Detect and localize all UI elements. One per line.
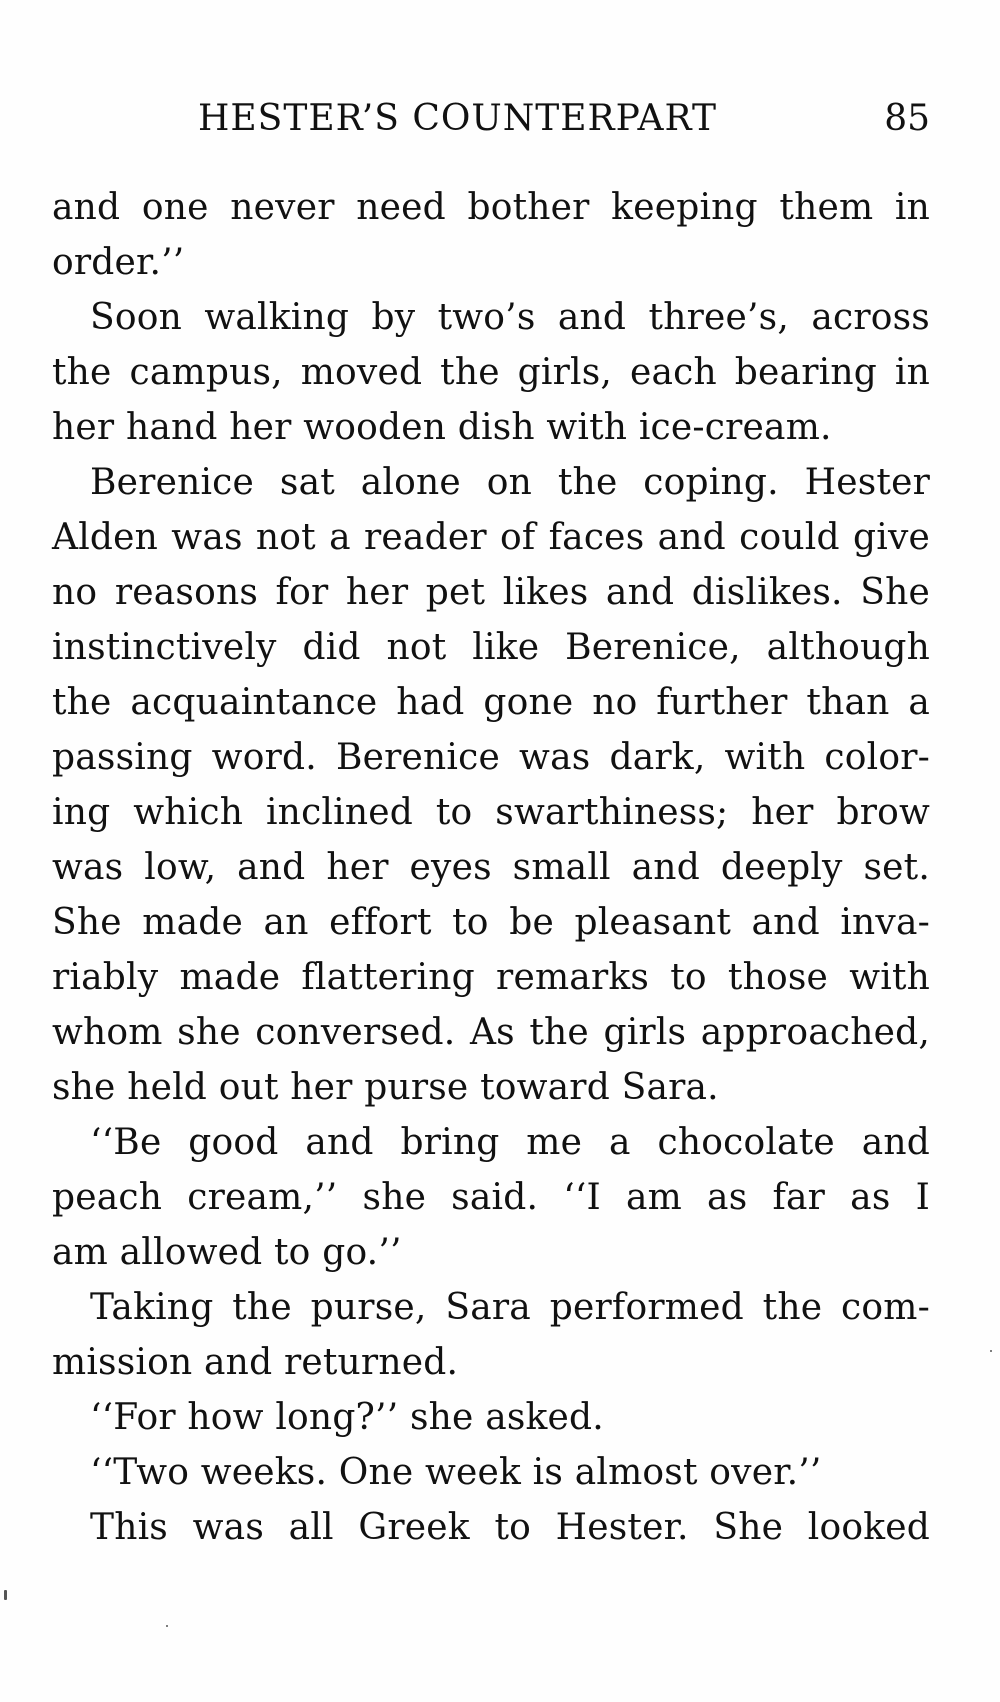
page-header [52, 98, 930, 154]
text-line: am allowed to go.’’ [52, 1232, 402, 1273]
text-line: mission and returned. [52, 1342, 459, 1383]
text-line: order.’’ [52, 242, 185, 283]
text-line: riably made flattering remarks to those with [52, 957, 930, 998]
text-line: Alden was not a reader of faces and could give [52, 517, 930, 558]
running-title: HESTER’S COUNTERPART [198, 98, 718, 139]
text-line: This was all Greek to Hester. She looked [90, 1507, 930, 1548]
text-line: and one never need bother keeping them in [52, 187, 930, 228]
page-number: 85 [884, 98, 930, 139]
text-line: ing which inclined to swarthiness; her brow [52, 792, 930, 833]
scan-speck [4, 1590, 7, 1600]
scan-speck [990, 1350, 992, 1352]
text-line: passing word. Berenice was dark, with color- [52, 737, 930, 778]
scan-speck [166, 1625, 168, 1627]
text-line: ‘‘Be good and bring me a chocolate and [90, 1122, 930, 1163]
text-line: Soon walking by two’s and three’s, across [90, 297, 930, 338]
text-line: was low, and her eyes small and deeply set. [52, 847, 930, 888]
text-line: ‘‘Two weeks. One week is almost over.’’ [90, 1452, 822, 1493]
text-line: She made an effort to be pleasant and inva- [52, 902, 930, 943]
text-line: her hand her wooden dish with ice-cream. [52, 407, 832, 448]
text-line: instinctively did not like Berenice, although [52, 627, 930, 668]
text-line: Taking the purse, Sara performed the com- [90, 1287, 930, 1328]
text-line: Berenice sat alone on the coping. Hester [90, 462, 930, 503]
body-text [52, 180, 930, 1555]
text-line: the acquaintance had gone no further than a [52, 682, 930, 723]
text-line: no reasons for her pet likes and dislikes. She [52, 572, 930, 613]
text-line: peach cream,’’ she said. ‘‘I am as far as I [52, 1177, 930, 1218]
text-line: whom she conversed. As the girls approached, [52, 1012, 930, 1053]
text-line: she held out her purse toward Sara. [52, 1067, 719, 1108]
text-line: the campus, moved the girls, each bearing in [52, 352, 930, 393]
text-line: ‘‘For how long?’’ she asked. [90, 1397, 604, 1438]
